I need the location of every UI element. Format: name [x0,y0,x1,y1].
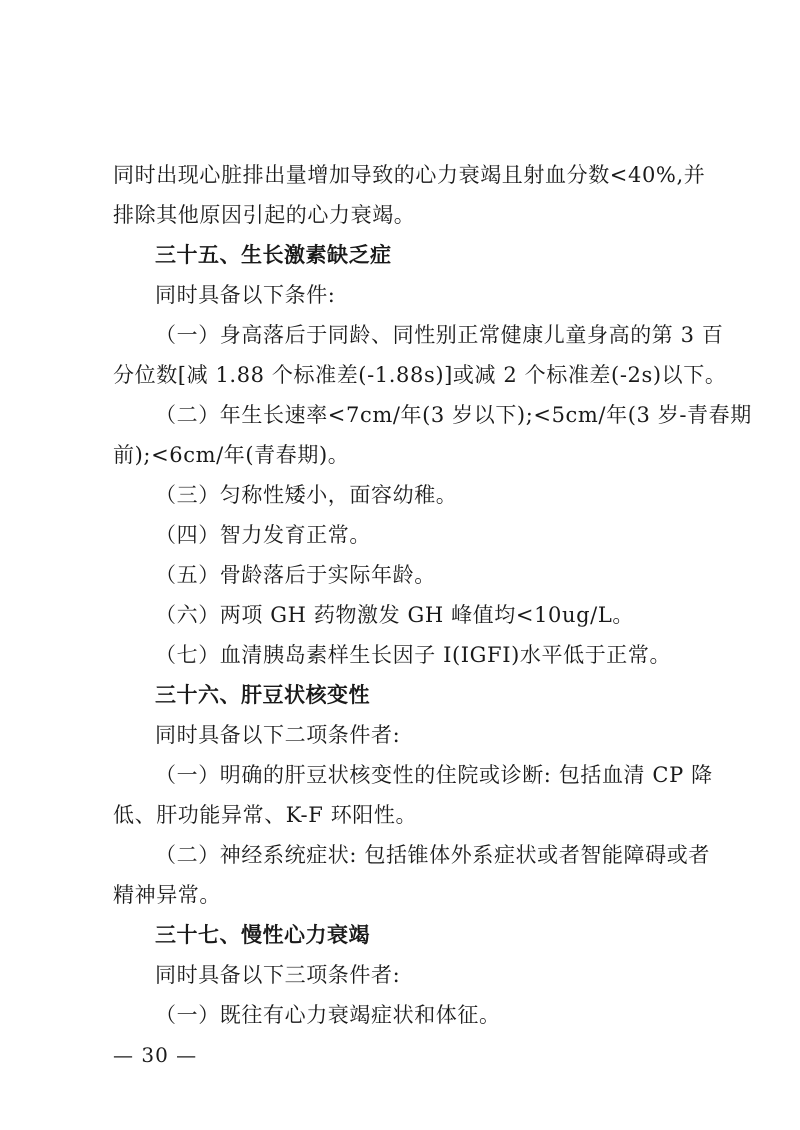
body-text-line: 精神异常。 [113,883,221,907]
body-text-line: 低、肝功能异常、K-F 环阳性。 [113,803,418,827]
body-text-line: 分位数[减 1.88 个标准差(-1.88s)]或减 2 个标准差(-2s)以下。 [113,363,727,387]
section-heading-36: 三十六、肝豆状核变性 [155,683,370,707]
list-item-line: （一）身高落后于同龄、同性别正常健康儿童身高的第 3 百 [155,323,724,347]
list-item-line: （二）年生长速率<7cm/年(3 岁以下);<5cm/年(3 岁-青春期 [155,403,752,427]
body-text-line: 排除其他原因引起的心力衰竭。 [113,203,416,227]
page-number: — 30 — [113,1043,198,1067]
list-item-line: （二）神经系统症状: 包括锥体外系症状或者智能障碍或者 [155,843,710,867]
list-item-line: （七）血清胰岛素样生长因子 I(IGFI)水平低于正常。 [155,643,672,667]
body-text-line: 同时出现心脏排出量增加导致的心力衰竭且射血分数<40%,并 [113,163,706,187]
section-heading-37: 三十七、慢性心力衰竭 [155,923,370,947]
body-text-line: 同时具备以下二项条件者: [155,723,401,747]
section-heading-35: 三十五、生长激素缺乏症 [155,243,392,267]
list-item-line: （一）明确的肝豆状核变性的住院或诊断: 包括血清 CP 降 [155,763,713,787]
body-text-line: 同时具备以下条件: [155,283,336,307]
list-item-line: （三）匀称性矮小，面容幼稚。 [155,483,458,507]
list-item-line: （五）骨龄落后于实际年龄。 [155,563,436,587]
body-text-line: 同时具备以下三项条件者: [155,963,401,987]
body-text-line: 前);<6cm/年(青春期)。 [113,443,350,467]
list-item-line: （一）既往有心力衰竭症状和体征。 [155,1003,501,1027]
list-item-line: （四）智力发育正常。 [155,523,371,547]
list-item-line: （六）两项 GH 药物激发 GH 峰值均<10ug/L。 [155,603,634,627]
